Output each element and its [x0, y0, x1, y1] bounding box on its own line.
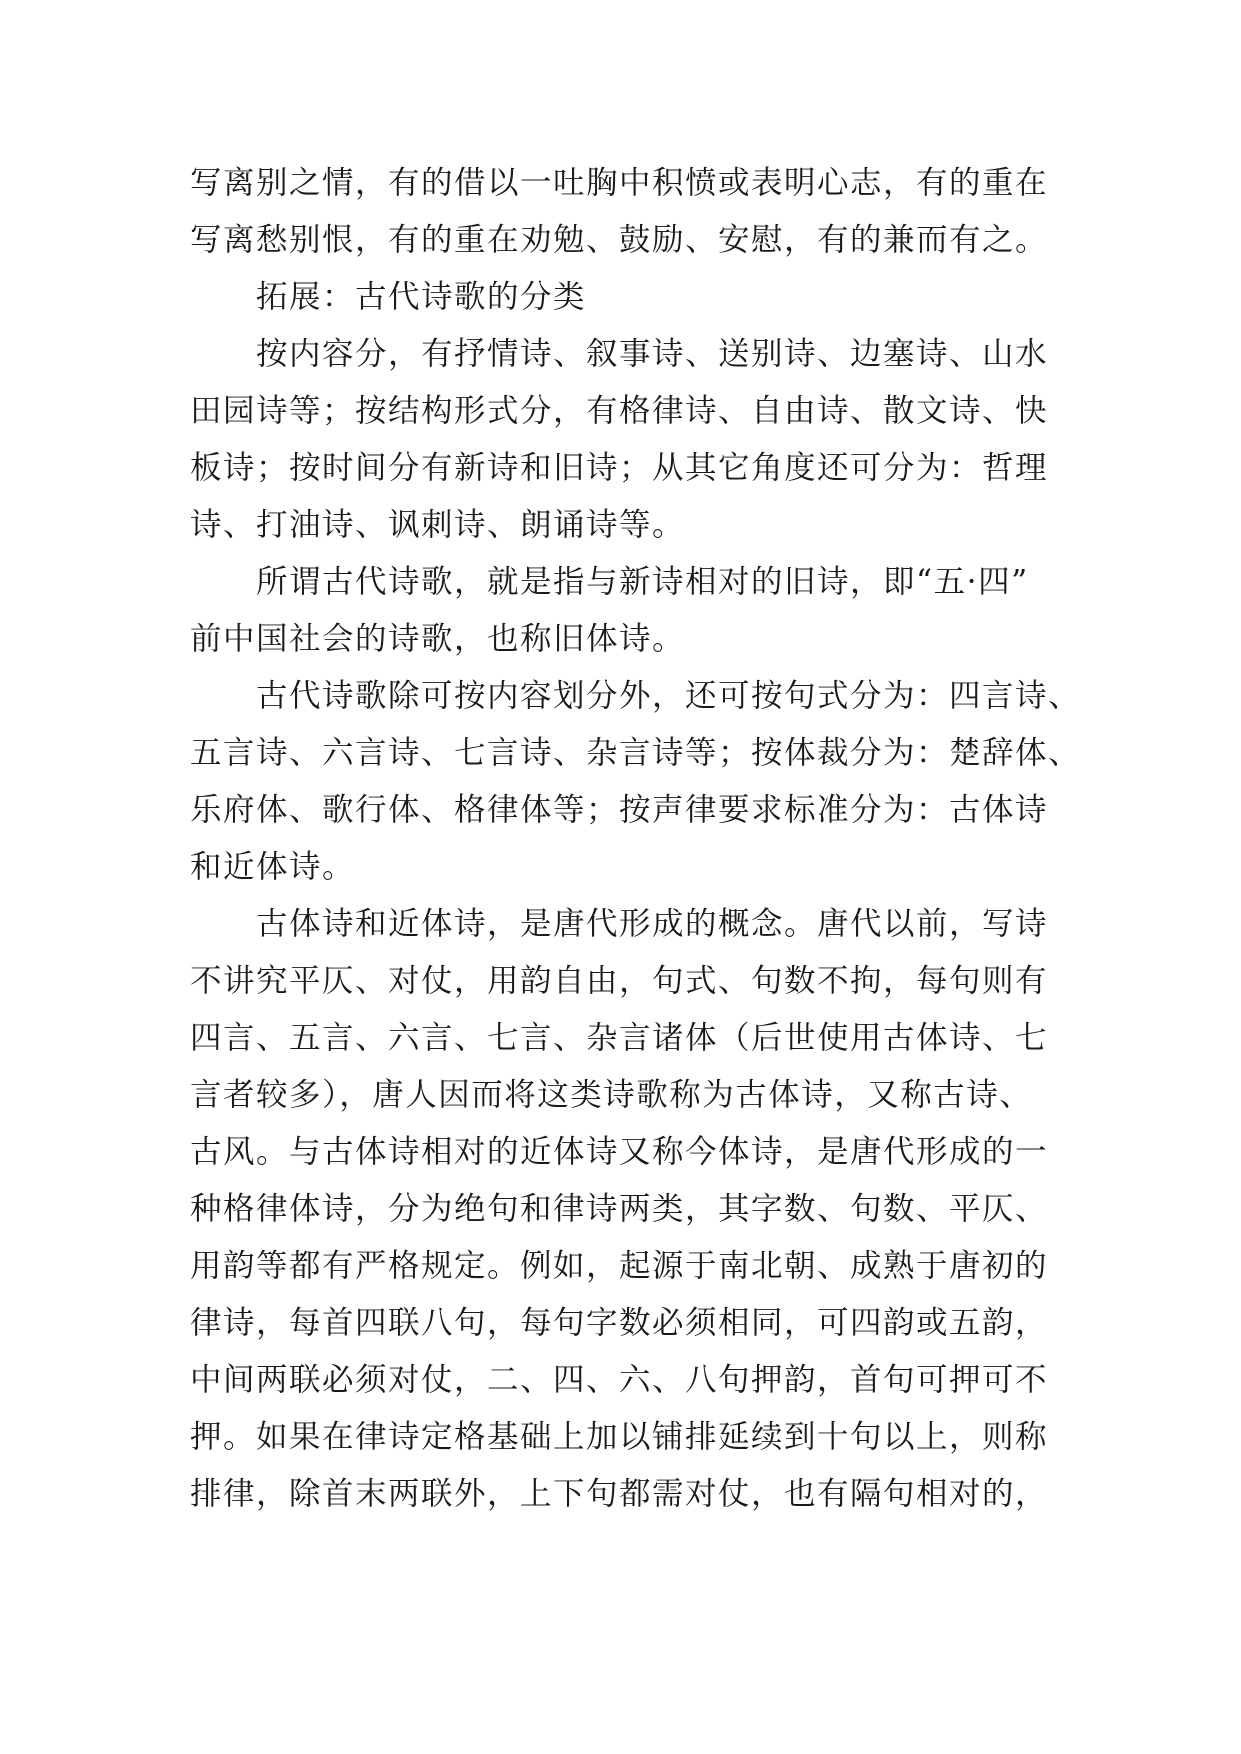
text-line: 用韵等都有严格规定。例如，起源于南北朝、成熟于唐初的: [190, 1248, 1049, 1284]
text-line: 田园诗等；按结构形式分，有格律诗、自由诗、散文诗、快: [190, 393, 1049, 429]
text-line: 乐府体、歌行体、格律体等；按声律要求标准分为：古体诗: [190, 792, 1049, 828]
paragraph-first-line: 所谓古代诗歌，就是指与新诗相对的旧诗，即“五·四”: [256, 564, 1029, 600]
text-line: 种格律体诗，分为绝句和律诗两类，其字数、句数、平仄、: [190, 1191, 1049, 1227]
paragraph-first-line: 按内容分，有抒情诗、叙事诗、送别诗、边塞诗、山水: [256, 336, 1049, 372]
body-text: [190, 155, 1082, 1523]
paragraph-first-line: 古代诗歌除可按内容划分外，还可按句式分为：四言诗、: [256, 678, 1082, 714]
paragraph-first-line: 拓展：古代诗歌的分类: [256, 279, 587, 315]
paragraph-first-line: 古体诗和近体诗，是唐代形成的概念。唐代以前，写诗: [256, 906, 1049, 942]
text-line: 和近体诗。: [190, 849, 356, 885]
text-line: 押。如果在律诗定格基础上加以铺排延续到十句以上，则称: [190, 1419, 1049, 1455]
text-line: 中间两联必须对仗，二、四、六、八句押韵，首句可押可不: [190, 1362, 1049, 1398]
text-line: 写离愁别恨，有的重在劝勉、鼓励、安慰，有的兼而有之。: [190, 222, 1049, 258]
text-line: 诗、打油诗、讽刺诗、朗诵诗等。: [190, 507, 686, 543]
text-line: 五言诗、六言诗、七言诗、杂言诗等；按体裁分为：楚辞体、: [190, 735, 1082, 771]
text-line: 四言、五言、六言、七言、杂言诸体（后世使用古体诗、七: [190, 1020, 1049, 1056]
text-line: 不讲究平仄、对仗，用韵自由，句式、句数不拘，每句则有: [190, 963, 1049, 999]
text-line: 排律，除首末两联外，上下句都需对仗，也有隔句相对的，: [190, 1476, 1049, 1512]
text-line: 律诗，每首四联八句，每句字数必须相同，可四韵或五韵，: [190, 1305, 1049, 1341]
text-line: 写离别之情，有的借以一吐胸中积愤或表明心志，有的重在: [190, 165, 1049, 201]
text-line: 板诗；按时间分有新诗和旧诗；从其它角度还可分为：哲理: [190, 450, 1049, 486]
text-line: 古风。与古体诗相对的近体诗又称今体诗，是唐代形成的一: [190, 1134, 1049, 1170]
text-line: 言者较多），唐人因而将这类诗歌称为古体诗，又称古诗、: [190, 1077, 1033, 1113]
text-line: 前中国社会的诗歌，也称旧体诗。: [190, 621, 686, 657]
